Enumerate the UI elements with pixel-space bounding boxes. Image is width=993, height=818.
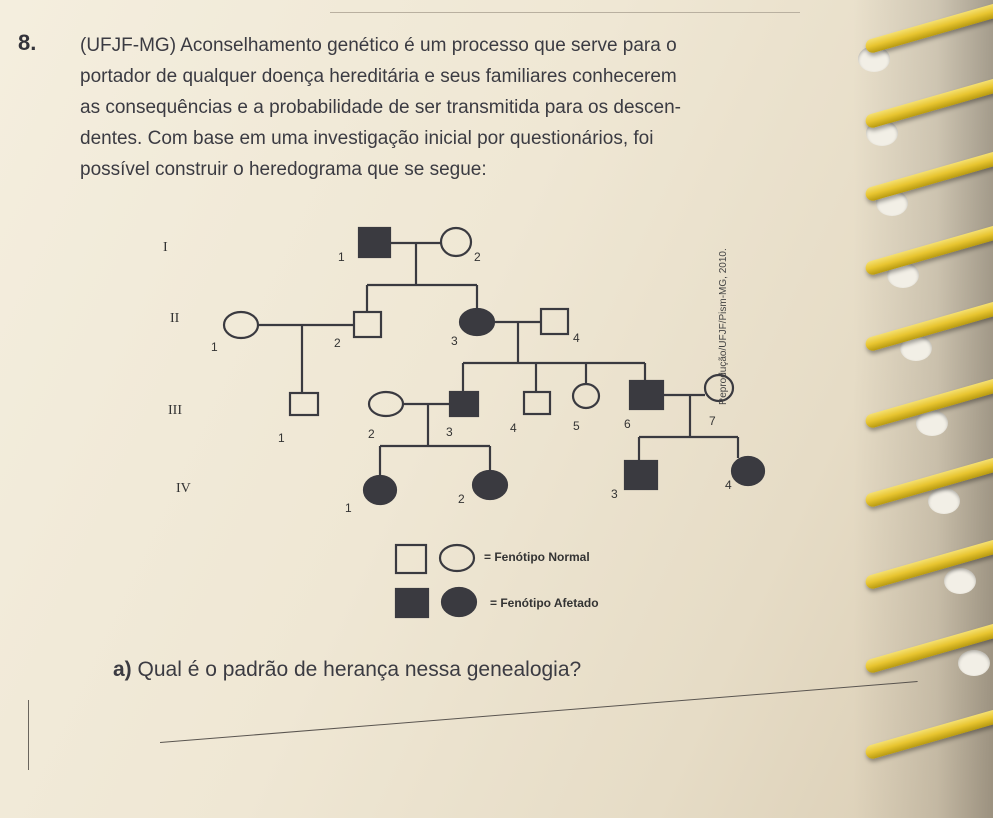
individual-number: 2 — [474, 250, 481, 264]
individual-number: 4 — [510, 421, 517, 435]
individual-number: 1 — [278, 431, 285, 445]
legend-affected-female-symbol — [442, 588, 476, 616]
spiral-hole — [944, 568, 976, 594]
question-number: 8. — [18, 30, 37, 55]
individual-number: 5 — [573, 419, 580, 433]
legend-normal-male-symbol — [396, 545, 426, 573]
individual-number: 2 — [368, 427, 375, 441]
question-line: as consequências e a probabilidade de ser transmitida para os descen- — [80, 97, 681, 118]
question-line: possível construir o heredograma que se segue: — [80, 159, 487, 180]
question-line: (UFJF-MG) Aconselhamento genético é um processo que serve para o — [80, 35, 677, 56]
individual-number: 6 — [624, 417, 631, 431]
legend-affected-male-symbol — [396, 589, 428, 617]
individual-number: 7 — [709, 414, 716, 428]
individual-number: 1 — [345, 501, 352, 515]
legend-normal-label: = Fenótipo Normal — [484, 550, 590, 564]
individual-number: 2 — [458, 492, 465, 506]
legend-normal-female-symbol — [440, 545, 474, 571]
individual-I-2-normal-female — [441, 228, 471, 256]
generation-label-IV: IV — [176, 481, 191, 496]
individual-III-5-normal-female — [573, 384, 599, 408]
individual-III-3-affected-male — [450, 392, 478, 416]
legend-affected-label: = Fenótipo Afetado — [490, 596, 599, 610]
individual-number: 3 — [451, 334, 458, 348]
image-credit: Reprodução/UFJF/Pism-MG, 2010. — [718, 248, 729, 405]
individual-III-4-normal-male — [524, 392, 550, 414]
individual-IV-1-affected-female — [364, 476, 396, 504]
individual-II-2-normal-male — [354, 312, 381, 337]
individual-II-4-normal-male — [541, 309, 568, 334]
generation-label-III: III — [168, 403, 182, 418]
individual-number: 4 — [573, 331, 580, 345]
generation-label-II: II — [170, 311, 180, 326]
spiral-hole — [928, 488, 960, 514]
individual-III-2-normal-female — [369, 392, 403, 416]
individual-II-1-normal-female — [224, 312, 258, 338]
individual-IV-2-affected-female — [473, 471, 507, 499]
individual-number: 1 — [211, 340, 218, 354]
question-line: portador de qualquer doença hereditária e seus familiares conhecerem — [80, 66, 677, 87]
individual-I-1-affected-male — [359, 228, 390, 257]
individual-number: 2 — [334, 336, 341, 350]
individual-III-1-normal-male — [290, 393, 318, 415]
individual-III-6-affected-male — [630, 381, 663, 409]
individual-IV-3-affected-male — [625, 461, 657, 489]
individual-number: 3 — [611, 487, 618, 501]
generation-label-I: I — [163, 240, 168, 255]
individual-number: 1 — [338, 250, 345, 264]
margin-rule — [28, 700, 29, 770]
individual-IV-4-affected-female — [732, 457, 764, 485]
spiral-hole — [958, 650, 990, 676]
part-a-text: Qual é o padrão de herança nessa genealogia? — [131, 658, 582, 681]
individual-II-3-affected-female — [460, 309, 494, 335]
part-a-letter: a) — [113, 658, 132, 681]
question-line: dentes. Com base em uma investigação inicial por questionários, foi — [80, 128, 654, 149]
part-a-question — [113, 658, 581, 682]
individual-number: 4 — [725, 478, 732, 492]
individual-number: 3 — [446, 425, 453, 439]
